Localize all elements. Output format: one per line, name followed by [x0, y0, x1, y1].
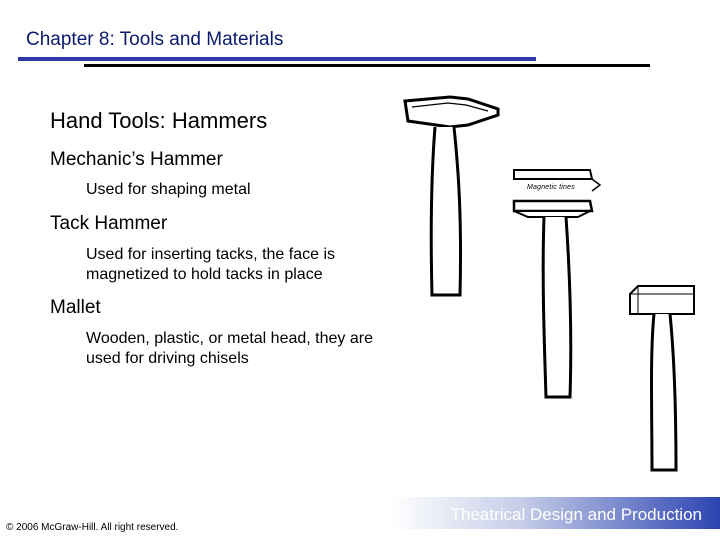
tack-hammer-description: Used for inserting tacks, the face is magnetized to hold tacks in place — [86, 246, 335, 283]
mechanics-hammer-title: Mechanic’s Hammer — [50, 149, 223, 170]
mallet-title: Mallet — [50, 297, 101, 318]
chapter-title: Chapter 8: Tools and Materials — [26, 29, 284, 50]
header-rule-black — [84, 64, 650, 67]
header-rule-blue — [18, 57, 536, 61]
copyright-notice: © 2006 McGraw-Hill. All right reserved. — [6, 522, 179, 533]
footer-book-title: Theatrical Design and Production — [450, 505, 702, 524]
tack-hammer-illustration — [508, 165, 608, 405]
mallet-illustration — [628, 284, 698, 476]
slide-heading: Hand Tools: Hammers — [50, 108, 268, 133]
magnetic-tines-callout: Magnetic tines — [527, 184, 575, 191]
mallet-description: Wooden, plastic, or metal head, they are used for driving chisels — [86, 330, 373, 367]
mechanics-hammer-illustration — [400, 95, 500, 305]
mechanics-hammer-description: Used for shaping metal — [86, 181, 251, 198]
tack-hammer-title: Tack Hammer — [50, 213, 168, 234]
